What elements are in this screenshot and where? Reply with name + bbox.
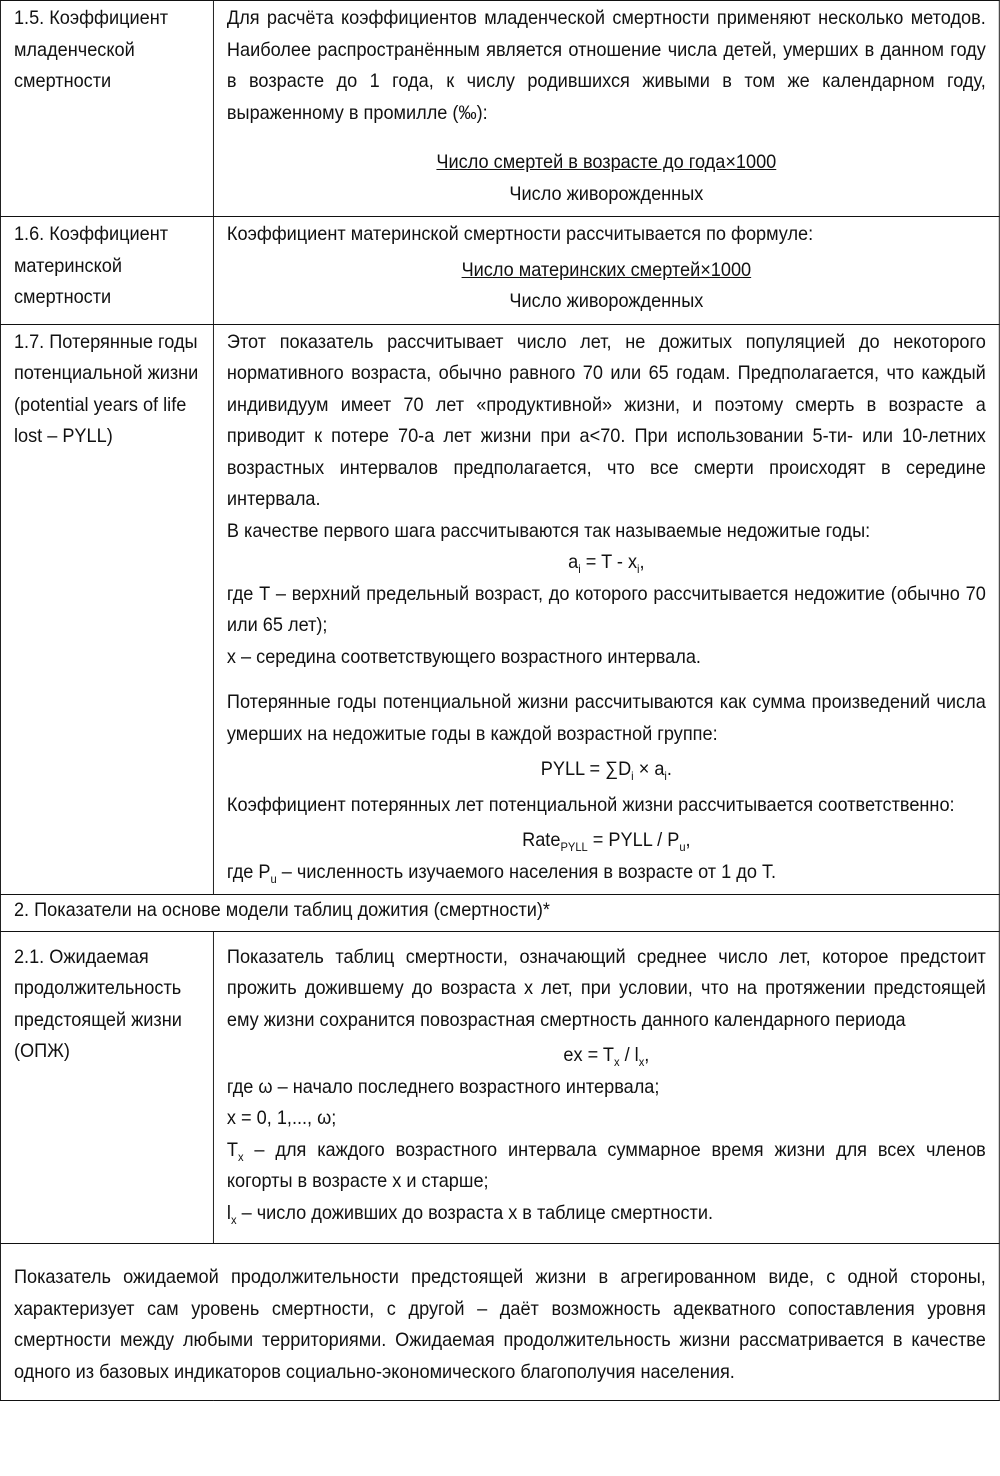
table-row	[0, 1244, 999, 1401]
formula-life-expectancy: ex = $T_x / l_x$,	[563, 1044, 650, 1069]
formula-unlived-years: $a_i = T - x_i$,	[568, 551, 645, 576]
row-label-cell	[0, 324, 213, 895]
paragraph: В качестве первого шага рассчитываются так называемые недожитые годы:	[226, 519, 871, 542]
paragraph: Этот показатель рассчитывает число лет, не дожитых популяцией до некоторого нормативного возраста, обычно равного 70 или 65 годам. Предполагается, что каждый индивидуум имеет 70 лет «продуктивной» жизни, и поэтому смерть в возрасте а приводит к потере 70-а лет жизни при а<70. При использовании 5-ти- или 10-летних возрастных интервалов предполагается, что все смерти происходят в середине интервала.	[226, 330, 986, 510]
table-row	[0, 931, 999, 1244]
formula-numerator: Число материнских смертей×1000	[461, 258, 752, 281]
formula-denominator: Число живорожденных	[509, 290, 704, 312]
row-content-cell	[213, 931, 999, 1244]
formula-numerator: Число смертей в возрасте до года×1000	[436, 151, 777, 173]
section-header-cell	[0, 895, 999, 932]
paragraph: Коэффициент потерянных лет потенциальной жизни рассчитывается соответственно:	[226, 793, 955, 816]
row-label-cell	[0, 217, 213, 325]
table-row	[0, 324, 999, 895]
formula-rate-pyll: Rate$_{PYLL}$ = PYLL / $P_u$,	[522, 829, 691, 854]
paragraph: где $P_u$ – численность изучаемого населения в возрасте от 1 до Т.	[226, 860, 777, 886]
paragraph: Коэффициент материнской смертности рассчитывается по формуле:	[226, 223, 814, 245]
formula-pyll: PYLL = $\sum D_i \times a_i$.	[540, 758, 672, 783]
paragraph: x – середина соответствующего возрастного интервала.	[226, 645, 701, 668]
summary-paragraph: Показатель ожидаемой продолжительности предстоящей жизни в агрегированном виде, с одной стороны, характеризует сам уровень смертности, с другой – даёт возможность адекватного сопоставления уровня смертности между любыми территориями. Ожидаемая продолжительность жизни рассматривается в качестве одного из базовых индикаторов социально-экономического благополучия населения.	[13, 1266, 986, 1383]
paragraph: где ω – начало последнего возрастного интервала;	[226, 1075, 660, 1098]
paragraph: $T_x$ – для каждого возрастного интервала суммарное время жизни для всех членов когорты в возрасте x и старше;	[226, 1138, 986, 1192]
paragraph: Потерянные годы потенциальной жизни рассчитываются как сумма произведений числа умерших на недожитые годы в каждой возрастной группе:	[226, 691, 986, 745]
row-label: 1.6. Коэффициент материнской смертности	[13, 223, 169, 308]
row-label: 1.5. Коэффициент младенческой смертности	[13, 7, 169, 92]
section-title: 2. Показатели на основе модели таблиц дожития (смертности)*	[13, 899, 550, 921]
paragraph: x = 0, 1,..., ω;	[226, 1107, 337, 1129]
row-label: 1.7. Потерянные годы потенциальной жизни (potential years of life lost – PYLL)	[13, 330, 199, 447]
paragraph: Показатель таблиц смертности, означающий среднее число лет, которое предстоит прожить дожившему до возраста x лет, при условии, что на протяжении предстоящей ему жизни сохранится повозрастная смертность данного календарного периода	[226, 945, 986, 1031]
paragraph: Для расчёта коэффициентов младенческой смертности применяют несколько методов. Наиболее распространённым является отношение числа детей, умерших в данном году в возрасте до 1 года, к числу родившихся живыми в том же календарном году, выраженному в промилле (‰):	[226, 7, 986, 124]
row-content-cell	[213, 1, 999, 217]
paragraph: $l_x$ – число доживших до возраста x в таблице смертности.	[226, 1201, 714, 1227]
paragraph: где Т – верхний предельный возраст, до которого рассчитывается недожитие (обычно 70 или 65 лет);	[226, 582, 986, 636]
formula-denominator: Число живорожденных	[509, 182, 704, 205]
table-row	[0, 895, 999, 932]
row-label: 2.1. Ожидаемая продолжительность предстоящей жизни (ОПЖ)	[13, 945, 182, 1062]
row-label-cell	[0, 931, 213, 1244]
table-row	[0, 1, 999, 217]
row-label-cell	[0, 1, 213, 217]
table-row	[0, 217, 999, 325]
row-content-cell	[213, 217, 999, 325]
summary-cell	[0, 1244, 999, 1401]
row-content-cell	[213, 324, 999, 895]
